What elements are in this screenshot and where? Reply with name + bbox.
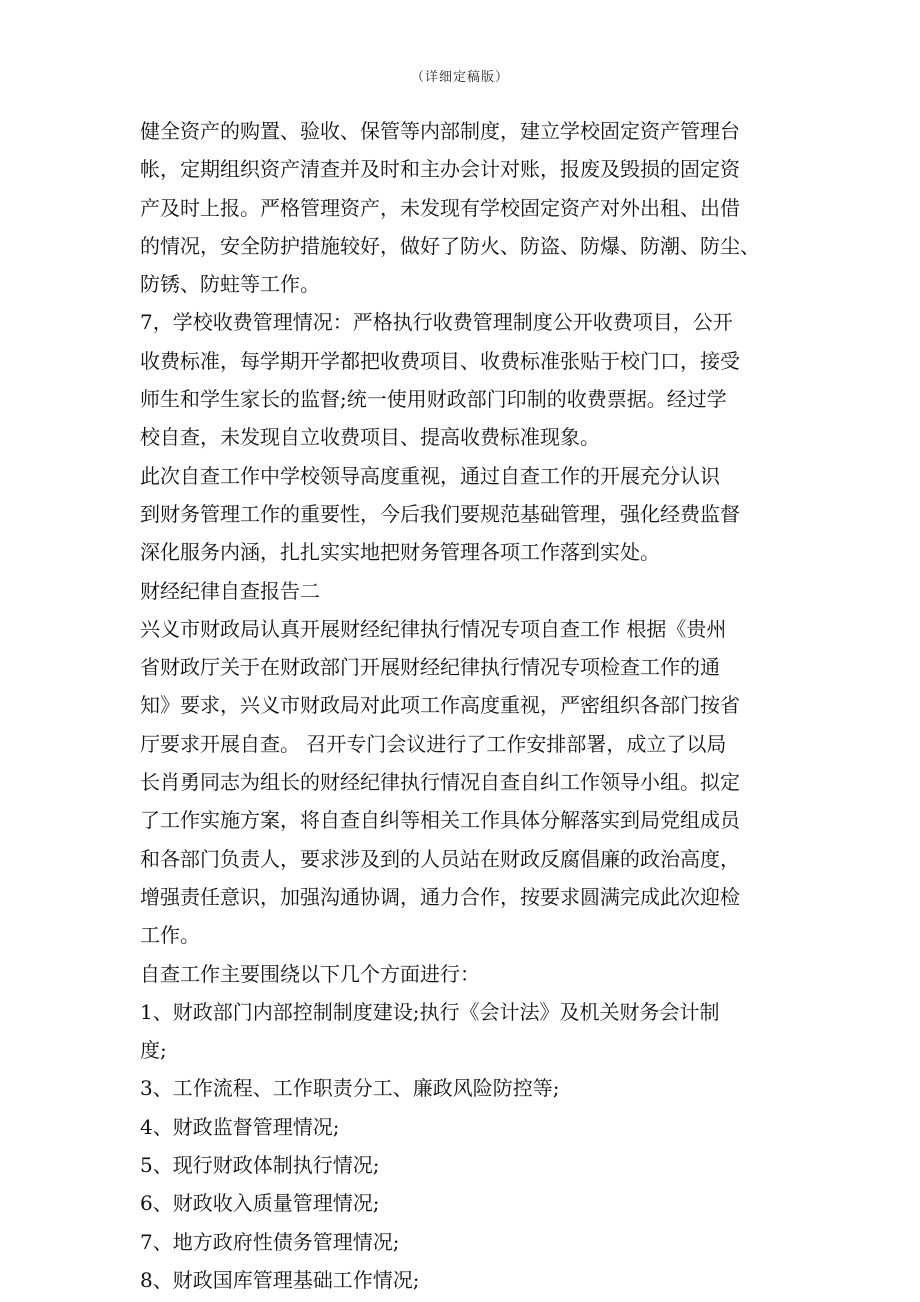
text-line: 厅要求开展自查。 召开专门会议进行了工作安排部署，成立了以局 (140, 731, 727, 756)
list-item: 4、财政监督管理情况; (140, 1114, 340, 1139)
text-line: 校自查，未发现自立收费项目、提高收费标准现象。 (140, 425, 600, 450)
text-line: 的情况，安全防护措施较好，做好了防火、防盗、防爆、防潮、防尘、 (140, 233, 760, 258)
text-line: 帐，定期组织资产清查并及时和主办会计对账，报废及毁损的固定资 (140, 157, 740, 182)
list-item-continuation: 度; (140, 1038, 167, 1063)
text-line: 健全资产的购置、验收、保管等内部制度，建立学校固定资产管理台 (140, 119, 740, 143)
list-item: 7、地方政府性债务管理情况; (140, 1229, 400, 1254)
text-line: 知》要求，兴义市财政局对此项工作高度重视，严密组织各部门按省 (140, 693, 740, 718)
list-item: 6、财政收入质量管理情况; (140, 1191, 380, 1216)
section-heading: 财经纪律自查报告二 (140, 578, 320, 603)
document-header: （详细定稿版） (410, 70, 509, 85)
text-line: 自查工作主要围绕以下几个方面进行： (140, 961, 480, 986)
text-line: 防锈、防蛀等工作。 (140, 272, 320, 297)
text-line: 到财务管理工作的重要性，今后我们要规范基础管理，强化经费监督 (140, 501, 740, 526)
text-line: 了工作实施方案，将自查自纠等相关工作具体分解落实到局党组成员 (140, 808, 740, 833)
text-line: 师生和学生家长的监督;统一使用财政部门印制的收费票据。经过学 (140, 387, 727, 412)
text-line: 工作。 (140, 923, 200, 948)
text-line: 增强责任意识，加强沟通协调，通力合作，按要求圆满完成此次迎检 (140, 884, 740, 909)
list-item: 1、财政部门内部控制制度建设;执行《会计法》及机关财务会计制 (140, 999, 720, 1024)
text-line: 省财政厅关于在财政部门开展财经纪律执行情况专项检查工作的通 (140, 655, 720, 680)
list-item: 5、现行财政体制执行情况; (140, 1153, 380, 1178)
text-line: 7，学校收费管理情况：严格执行收费管理制度公开收费项目，公开 (140, 310, 733, 335)
text-line: 兴义市财政局认真开展财经纪律执行情况专项自查工作 根据《贵州 (140, 616, 727, 641)
text-line: 深化服务内涵，扎扎实实地把财务管理各项工作落到实处。 (140, 540, 660, 565)
document-body (140, 112, 790, 1299)
text-line: 产及时上报。严格管理资产，未发现有学校固定资产对外出租、出借 (140, 195, 740, 220)
list-item: 8、财政国库管理基础工作情况; (140, 1267, 420, 1292)
text-line: 此次自查工作中学校领导高度重视，通过自查工作的开展充分认识 (140, 463, 720, 488)
text-line: 长肖勇同志为组长的财经纪律执行情况自查自纠工作领导小组。拟定 (140, 770, 740, 795)
list-item: 3、工作流程、工作职责分工、廉政风险防控等; (140, 1076, 560, 1101)
text-line: 收费标准，每学期开学都把收费项目、收费标准张贴于校门口，接受 (140, 348, 740, 373)
text-line: 和各部门负责人，要求涉及到的人员站在财政反腐倡廉的政治高度， (140, 846, 740, 871)
